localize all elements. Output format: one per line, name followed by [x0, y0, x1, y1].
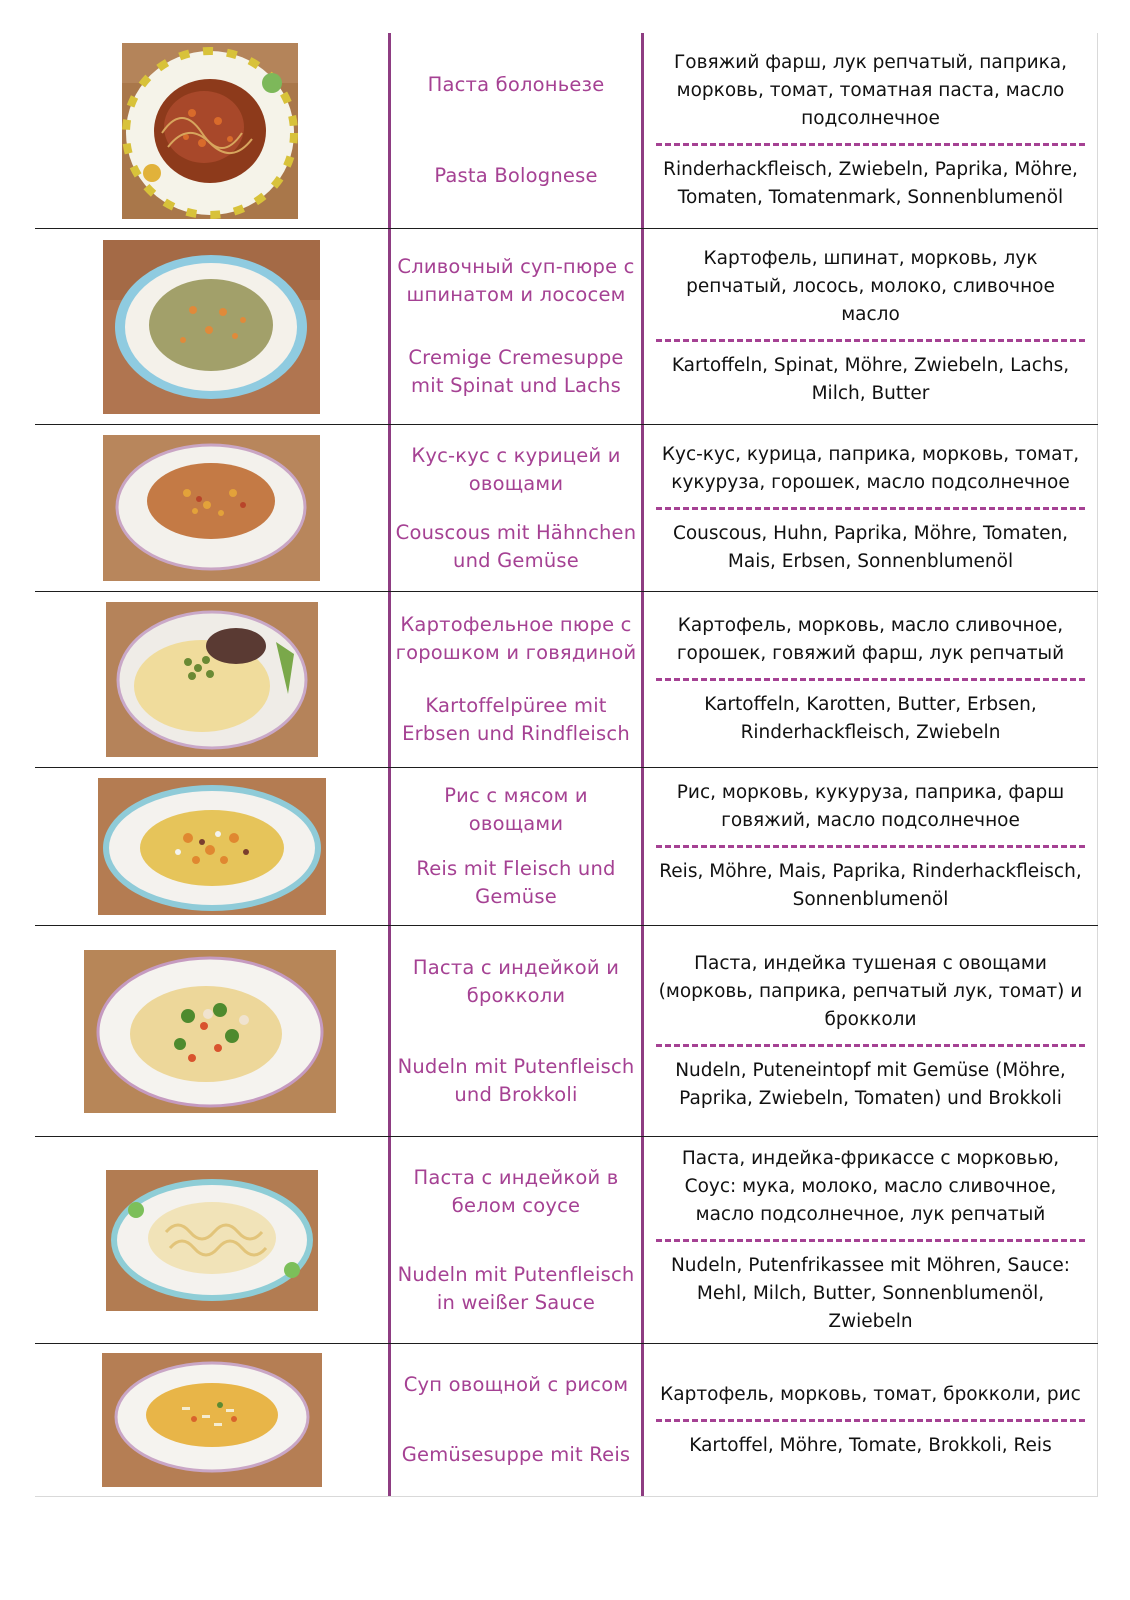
- ingredients-de: Nudeln, Puteneintopf mit Gemüse (Möhre, Paprika, Zwiebeln, Tomaten) und Brokkoli: [675, 1059, 1066, 1109]
- dish-photo-cell: [35, 768, 391, 925]
- ingredients-de: Rinderhackfleisch, Zwiebeln, Paprika, Möhre, Tomaten, Tomatenmark, Sonnenblumenöl: [663, 159, 1078, 208]
- dish-name-ru: Паста с индейкой и брокколи: [412, 955, 620, 1007]
- ingredients-cell: [644, 33, 1098, 228]
- dashed-separator: [656, 339, 1085, 342]
- menu-table: [35, 33, 1098, 1497]
- dashed-separator: [656, 143, 1085, 146]
- ingredients-de: Kartoffeln, Spinat, Möhre, Zwiebeln, Lachs, Milch, Butter: [671, 355, 1070, 404]
- ingredients-cell: [644, 926, 1098, 1136]
- dish-name-de: Nudeln mit Putenfleisch und Brokkoli: [397, 1054, 635, 1106]
- dish-row-bolognese: [35, 33, 1098, 229]
- dashed-separator: [656, 678, 1085, 681]
- ingredients-de: Kartoffel, Möhre, Tomate, Brokkoli, Reis: [689, 1434, 1052, 1456]
- dish-photo-cell: [35, 33, 391, 228]
- ingredients-de: Reis, Möhre, Mais, Paprika, Rinderhackfleisch, Sonnenblumenöl: [659, 861, 1082, 910]
- dish-photo-cell: [35, 1344, 391, 1496]
- dish-photo-cell: [35, 926, 391, 1136]
- ingredients-ru: Паста, индейка тушеная с овощами (морковь, паприка, репчатый лук, томат) и брокколи: [658, 952, 1083, 1030]
- dish-name-de: Couscous mit Hähnchen und Gemüse: [395, 520, 637, 572]
- dashed-separator: [656, 507, 1085, 510]
- dish-photo-white-sauce: [106, 1170, 318, 1311]
- ingredients-ru: Говяжий фарш, лук репчатый, паприка, морковь, томат, томатная паста, масло подсолнечное: [674, 52, 1067, 129]
- dish-name-ru: Сливочный суп-пюре с шпинатом и лососем: [397, 254, 635, 306]
- dish-name-cell: [391, 592, 644, 767]
- dish-name-ru: Картофельное пюре с горошком и говядиной: [395, 612, 637, 664]
- ingredients-ru: Кус-кус, курица, паприка, морковь, томат, кукуруза, горошек, масло подсолнечное: [661, 443, 1080, 493]
- dish-name-ru: Паста болоньезе: [427, 72, 605, 96]
- dish-row-vegetable-soup: [35, 1344, 1098, 1497]
- dish-name-de: Nudeln mit Putenfleisch in weißer Sauce: [397, 1262, 635, 1314]
- dish-row-rice: [35, 768, 1098, 926]
- dish-name-cell: [391, 425, 644, 591]
- dish-name-cell: [391, 229, 644, 424]
- ingredients-cell: [644, 768, 1098, 925]
- ingredients-cell: [644, 592, 1098, 767]
- dish-photo-rice: [98, 778, 326, 915]
- dish-name-cell: [391, 1344, 644, 1496]
- dish-name-de: Cremige Cremesuppe mit Spinat und Lachs: [408, 346, 624, 398]
- dish-name-cell: [391, 926, 644, 1136]
- dish-row-mashed-potatoes: [35, 592, 1098, 768]
- dish-name-cell: [391, 1137, 644, 1343]
- ingredients-de: Nudeln, Putenfrikassee mit Möhren, Sauce: Mehl, Milch, Butter, Sonnenblumenöl, Zwiebeln: [670, 1254, 1071, 1332]
- dish-photo-bolognese: [122, 43, 298, 219]
- dish-name-de: Gemüsesuppe mit Reis: [401, 1443, 631, 1466]
- dashed-separator: [656, 1419, 1085, 1422]
- dashed-separator: [656, 1044, 1085, 1047]
- ingredients-ru: Картофель, морковь, томат, брокколи, рис: [660, 1383, 1081, 1405]
- dish-row-white-sauce: [35, 1137, 1098, 1344]
- dish-photo-cell: [35, 229, 391, 424]
- ingredients-de: Couscous, Huhn, Paprika, Möhre, Tomaten, Mais, Erbsen, Sonnenblumenöl: [672, 522, 1069, 572]
- ingredients-ru: Картофель, шпинат, морковь, лук репчатый, лосось, молоко, сливочное масло: [686, 248, 1055, 325]
- dish-photo-couscous: [103, 435, 320, 581]
- dish-row-turkey-broccoli: [35, 926, 1098, 1137]
- dish-name-ru: Кус-кус с курицей и овощами: [411, 443, 621, 495]
- dish-name-ru: Рис с мясом и овощами: [444, 784, 588, 836]
- dish-photo-cell: [35, 425, 391, 591]
- dish-photo-spinach-soup: [103, 240, 320, 414]
- dish-photo-turkey-broccoli: [84, 950, 336, 1113]
- dish-photo-mashed-potatoes: [106, 602, 318, 757]
- ingredients-cell: [644, 1344, 1098, 1496]
- dish-name-de: Kartoffelpüree mit Erbsen und Rindfleisch: [402, 694, 630, 746]
- dish-photo-vegetable-soup: [102, 1353, 322, 1487]
- dish-name-de: Pasta Bolognese: [434, 164, 598, 188]
- dashed-separator: [656, 1239, 1085, 1242]
- dish-name-ru: Суп овощной с рисом: [403, 1373, 629, 1396]
- dashed-separator: [656, 845, 1085, 848]
- dish-photo-cell: [35, 592, 391, 767]
- dish-row-spinach-soup: [35, 229, 1098, 425]
- ingredients-ru: Рис, морковь, кукуруза, паприка, фарш говяжий, масло подсолнечное: [676, 782, 1065, 831]
- ingredients-cell: [644, 425, 1098, 591]
- dish-name-cell: [391, 33, 644, 228]
- dish-name-ru: Паста с индейкой в белом соусе: [413, 1165, 619, 1217]
- ingredients-cell: [644, 229, 1098, 424]
- dish-photo-cell: [35, 1137, 391, 1343]
- ingredients-ru: Картофель, морковь, масло сливочное, горошек, говяжий фарш, лук репчатый: [676, 615, 1065, 664]
- dish-row-couscous: [35, 425, 1098, 592]
- ingredients-cell: [644, 1137, 1098, 1343]
- dish-name-cell: [391, 768, 644, 925]
- ingredients-ru: Паста, индейка-фрикассе с морковью, Соус: мука, молоко, масло сливочное, масло подсолнечное, лук репчатый: [681, 1147, 1060, 1225]
- dish-name-de: Reis mit Fleisch und Gemüse: [416, 856, 616, 908]
- ingredients-de: Kartoffeln, Karotten, Butter, Erbsen, Rinderhackfleisch, Zwiebeln: [704, 694, 1037, 743]
